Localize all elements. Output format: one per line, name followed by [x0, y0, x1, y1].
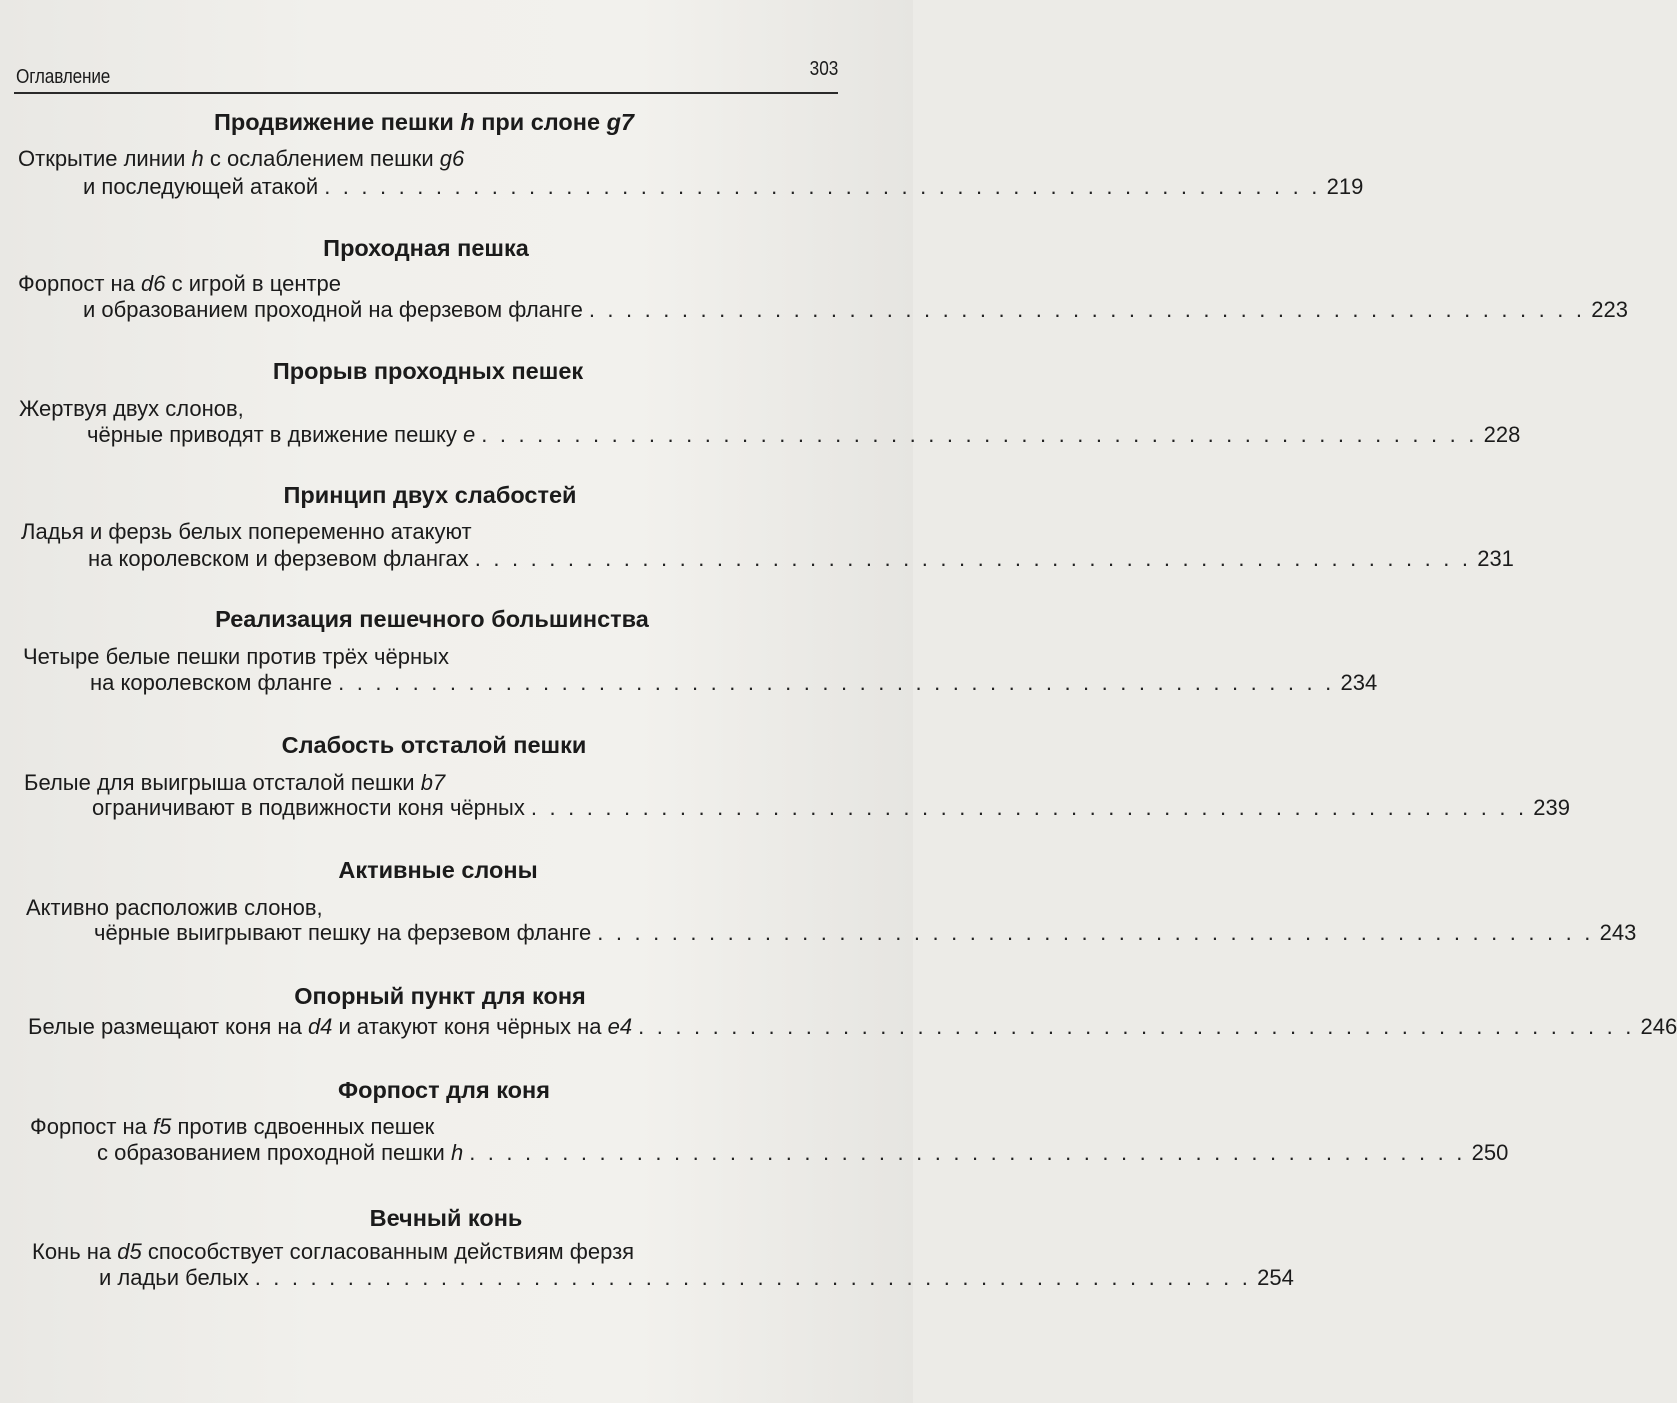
leader-dots: . . . . . . . . . . . . . . . . . . . . . . . . . . . . . . . . . . . . . . . . . . . . . . . . . . . . . .: [588, 297, 1586, 322]
toc-page-number: 228: [1483, 422, 1521, 447]
section-title: Активные слоны: [338, 857, 538, 883]
leader-dots: . . . . . . . . . . . . . . . . . . . . . . . . . . . . . . . . . . . . . . . . . . . . . . . . . . . . . .: [324, 174, 1321, 199]
section-title: Принцип двух слабостей: [283, 482, 577, 508]
toc-entry-text: чёрные выигрывают пешку на ферзевом фланге: [94, 920, 592, 945]
toc-entry-text: и последующей атакой: [83, 174, 319, 199]
toc-entry-text: на королевском и ферзевом флангах: [88, 546, 469, 571]
leader-dots: . . . . . . . . . . . . . . . . . . . . . . . . . . . . . . . . . . . . . . . . . . . . . . . . . . . . . .: [597, 920, 1594, 945]
toc-page-number: 223: [1591, 297, 1628, 322]
section-title: Опорный пункт для коня: [294, 983, 586, 1009]
section-title: Реализация пешечного большинства: [215, 606, 649, 632]
section-title: Прорыв проходных пешек: [272, 358, 584, 384]
toc-entry-link[interactable]: [99, 1265, 1294, 1291]
leader-dots: . . . . . . . . . . . . . . . . . . . . . . . . . . . . . . . . . . . . . . . . . . . . . . . . . . . . . .: [530, 795, 1528, 820]
leader-dots: . . . . . . . . . . . . . . . . . . . . . . . . . . . . . . . . . . . . . . . . . . . . . . . . . . . . . .: [638, 1014, 1635, 1039]
toc-entry-text: с образованием проходной пешки h: [97, 1140, 464, 1165]
toc-page-number: 250: [1471, 1140, 1509, 1165]
toc-entry-line: Жертвуя двух слонов,: [19, 396, 244, 421]
toc-entry-line: Активно расположив слонов,: [26, 895, 323, 920]
toc-page-number: 246: [1640, 1014, 1677, 1039]
toc-entry-line: Ладья и ферзь белых попеременно атакуют: [21, 519, 472, 544]
leader-dots: . . . . . . . . . . . . . . . . . . . . . . . . . . . . . . . . . . . . . . . . . . . . . . . . . . . . . .: [254, 1265, 1252, 1290]
section-title: Форпост для коня: [338, 1077, 550, 1103]
toc-entry-link[interactable]: [94, 920, 1637, 946]
toc-page-number: 231: [1477, 546, 1514, 571]
leader-dots: . . . . . . . . . . . . . . . . . . . . . . . . . . . . . . . . . . . . . . . . . . . . . . . . . . . . . .: [338, 670, 1335, 695]
running-head-title: Оглавление: [16, 66, 111, 88]
toc-entry-text: и ладьи белых: [99, 1265, 249, 1290]
toc-entry-line: Белые для выигрыша отсталой пешки b7: [24, 770, 446, 795]
toc-entry-link[interactable]: [97, 1140, 1509, 1166]
leader-dots: . . . . . . . . . . . . . . . . . . . . . . . . . . . . . . . . . . . . . . . . . . . . . . . . . . . . . .: [469, 1140, 1466, 1165]
toc-entry-link[interactable]: [88, 546, 1514, 572]
toc-entry-line: Открытие линии h с ослаблением пешки g6: [18, 146, 465, 171]
toc-entry-link[interactable]: [87, 422, 1521, 448]
toc-entry-text: на королевском фланге: [90, 670, 333, 695]
toc-entry-text: Белые размещают коня на d4 и атакуют коня чёрных на e4: [28, 1014, 633, 1039]
toc-entry-line: Форпост на d6 с игрой в центре: [18, 271, 342, 296]
toc-entry-text: и образованием проходной на ферзевом фланге: [83, 297, 583, 322]
toc-page-number: 239: [1533, 795, 1570, 820]
toc-entry-line: Форпост на f5 против сдвоенных пешек: [30, 1114, 435, 1139]
running-head: [14, 58, 838, 94]
toc-entry-link[interactable]: [83, 297, 1628, 323]
toc-entry-line: Четыре белые пешки против трёх чёрных: [23, 644, 449, 669]
toc-page-number: 243: [1599, 920, 1637, 945]
toc-entry-link[interactable]: [92, 795, 1570, 821]
toc-page-number: 254: [1257, 1265, 1294, 1290]
toc-entry-link[interactable]: [90, 670, 1378, 696]
toc-entry-link[interactable]: [28, 1014, 1677, 1040]
leader-dots: . . . . . . . . . . . . . . . . . . . . . . . . . . . . . . . . . . . . . . . . . . . . . . . . . . . . . .: [481, 422, 1478, 447]
running-head-page-number: 303: [809, 58, 838, 80]
toc-page-number: 219: [1326, 174, 1364, 199]
toc-entry-line: Конь на d5 способствует согласованным действиям ферзя: [32, 1239, 635, 1264]
toc-entry-text: чёрные приводят в движение пешку e: [87, 422, 476, 447]
section-title: Продвижение пешки h при слоне g7: [213, 109, 635, 135]
toc-page-number: 234: [1340, 670, 1378, 695]
leader-dots: . . . . . . . . . . . . . . . . . . . . . . . . . . . . . . . . . . . . . . . . . . . . . . . . . . . . . .: [474, 546, 1472, 571]
section-title: Слабость отсталой пешки: [281, 732, 587, 758]
toc-entry-link[interactable]: [83, 174, 1364, 200]
section-title: Проходная пешка: [323, 235, 529, 261]
section-title: Вечный конь: [369, 1205, 523, 1231]
toc-entry-text: ограничивают в подвижности коня чёрных: [92, 795, 525, 820]
